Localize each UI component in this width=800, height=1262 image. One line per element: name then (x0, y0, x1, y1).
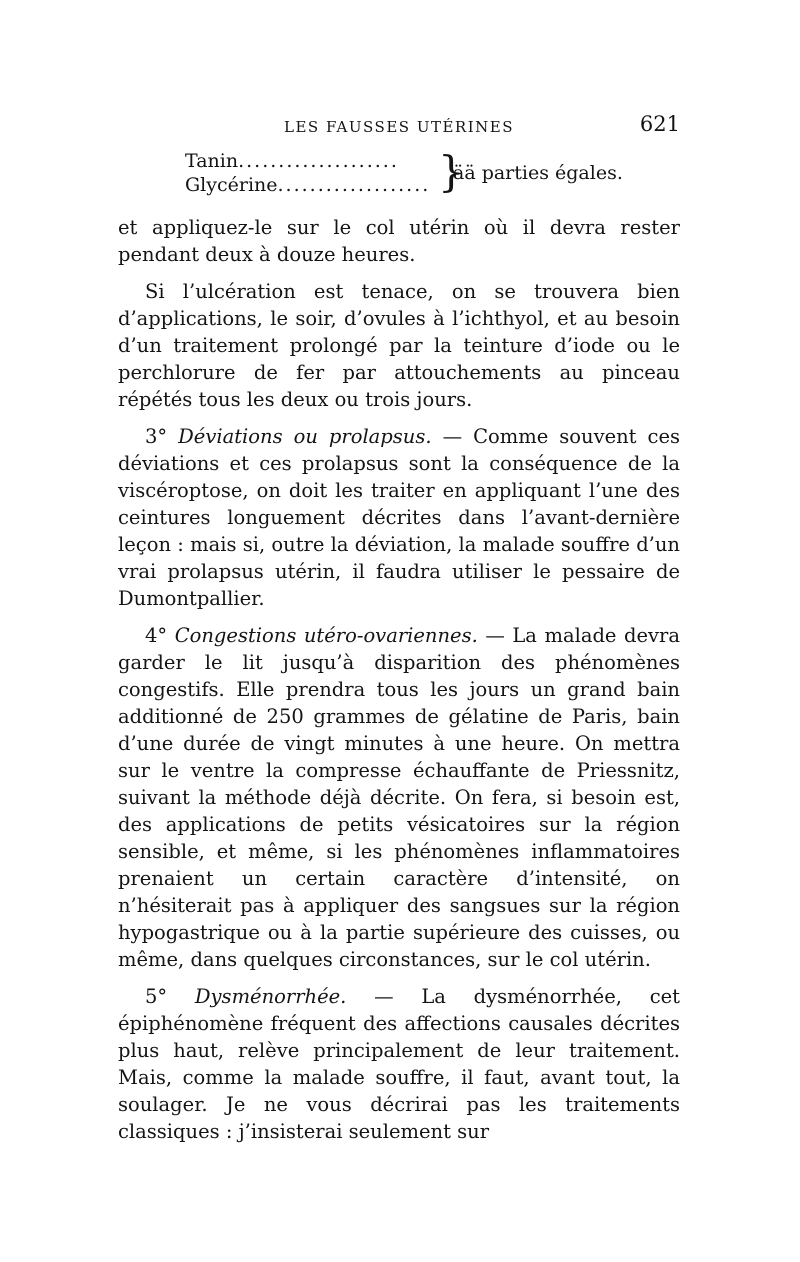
body-text (118, 214, 680, 1145)
paragraph-text: — La dysménorrhée, cet épiphénomène fréquent des affections causales décrites plus haut, relève principalement de leur traitement. Mais, comme la malade souffre, il faut, avant tout, la soulager. Je ne vous décrirai pas les traitements classiques : j’insisterai seulement sur (118, 985, 680, 1143)
paragraph-text: Si l’ulcération est tenace, on se trouvera bien d’applications, le soir, d’ovules à l’ichthyol, et au besoin d’un traitement prolongé par la teinture d’iode ou le perchlorure de fer par attouchements au pinceau répétés tous les deux ou trois jours. (118, 280, 680, 411)
paragraph-text: — Comme souvent ces déviations et ces prolapsus sont la conséquence de la viscéroptose, on doit les traiter en appliquant l’une des ceintures longuement décrites dans l’avant-dernière leçon : mais si, outre la déviation, la malade souffre d’un vrai prolapsus utérin, il faudra utiliser le pessaire de Dumontpallier. (118, 425, 680, 610)
dot-leader: .................... (238, 150, 399, 172)
section-heading: Dysménorrhée. (194, 985, 347, 1008)
paragraph (118, 278, 680, 413)
section-paragraph (118, 423, 680, 612)
paragraph-text: et appliquez-le sur le col utérin où il devra rester pendant deux à douze heures. (118, 216, 680, 266)
prescription-formula (185, 147, 645, 200)
section-heading: Déviations ou prolapsus. (178, 425, 432, 448)
section-number: 5° (145, 985, 168, 1008)
ingredient-line (185, 174, 430, 196)
section-number: 4° (145, 624, 168, 647)
dot-leader: ................... (277, 174, 431, 196)
ingredient-line (185, 150, 399, 172)
paragraph (118, 214, 680, 268)
ingredient-quantity: ää parties égales. (453, 162, 623, 184)
paragraph-text: — La malade devra garder le lit jusqu’à disparition des phénomènes congestifs. Elle prendra tous les jours un grand bain additionné de 250 grammes de gélatine de Paris, bain d’une durée de vingt minutes à une heure. On mettra sur le ventre la compresse échauffante de Priessnitz, suivant la méthode déjà décrite. On fera, si besoin est, des applications de petits vésicatoires sur la région sensible, et même, si les phénomènes inflammatoires prenaient un certain caractère d’intensité, on n’hésiterait pas à appliquer des sangsues sur la région hypogastrique ou à la partie supérieure des cuisses, ou même, dans quelques circonstances, sur le col utérin. (118, 624, 680, 971)
ingredient-name: Tanin (185, 150, 239, 172)
brace-symbol: } (438, 147, 465, 196)
page-header (118, 112, 680, 142)
section-paragraph (118, 983, 680, 1145)
section-paragraph (118, 622, 680, 973)
ingredient-name: Glycérine (185, 174, 278, 196)
section-heading: Congestions utéro-ovariennes. (174, 624, 478, 647)
running-title: LES FAUSSES UTÉRINES (284, 118, 514, 136)
section-number: 3° (145, 425, 168, 448)
page-number: 621 (639, 112, 680, 136)
